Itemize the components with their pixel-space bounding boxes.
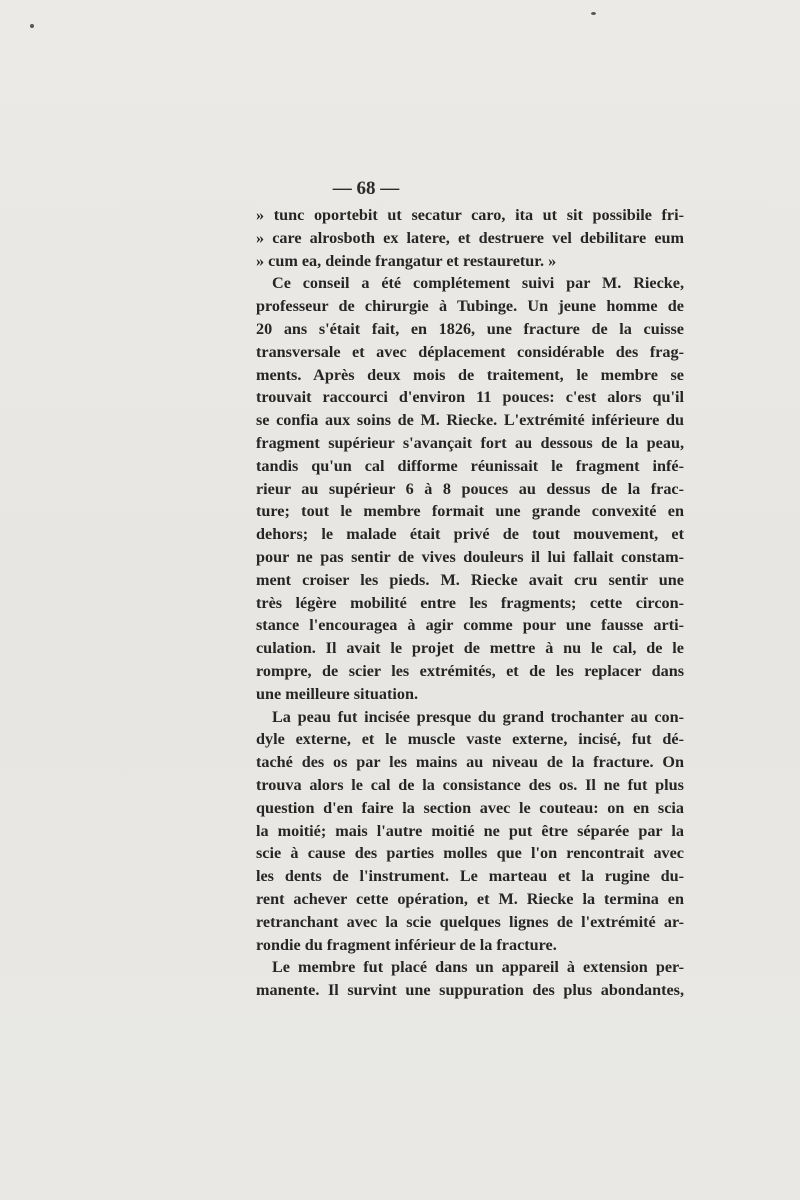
- body-text: [256, 204, 684, 1002]
- text-line: trouvait raccourci d'environ 11 pouces: c'est alors qu'il: [256, 388, 684, 407]
- text-line: question d'en faire la section avec le couteau: on en scia: [256, 798, 684, 817]
- text-line: 20 ans s'était fait, en 1826, une fracture de la cuisse: [256, 319, 684, 338]
- text-line: culation. Il avait le projet de mettre à nu le cal, de le: [256, 639, 684, 658]
- text-line: la moitié; mais l'autre moitié ne put être séparée par la: [256, 821, 684, 840]
- text-line: ments. Après deux mois de traitement, le membre se: [256, 365, 684, 384]
- text-line: Ce conseil a été complétement suivi par M. Riecke,: [272, 274, 684, 293]
- text-line: manente. Il survint une suppuration des plus abondantes,: [256, 981, 684, 1000]
- text-line: transversale et avec déplacement considérable des frag-: [256, 342, 684, 361]
- text-line: La peau fut incisée presque du grand trochanter au con-: [272, 707, 684, 726]
- text-line: pour ne pas sentir de vives douleurs il lui fallait constam-: [256, 547, 684, 566]
- text-line: rent achever cette opération, et M. Riecke la termina en: [256, 889, 684, 908]
- text-line: se confia aux soins de M. Riecke. L'extrémité inférieure du: [256, 411, 684, 430]
- text-line: retranchant avec la scie quelques lignes de l'extrémité ar-: [256, 912, 684, 931]
- text-line: rieur au supérieur 6 à 8 pouces au dessus de la frac-: [256, 479, 684, 498]
- text-line: dyle externe, et le muscle vaste externe, incisé, fut dé-: [256, 730, 684, 749]
- text-line: professeur de chirurgie à Tubinge. Un jeune homme de: [256, 297, 684, 316]
- page-number: — 68 —: [332, 178, 400, 199]
- text-line: les dents de l'instrument. Le marteau et la rugine du-: [256, 867, 684, 886]
- text-line: » tunc oportebit ut secatur caro, ita ut sit possibile fri-: [256, 206, 684, 224]
- text-line: » cum ea, deinde frangatur et restauretur. »: [256, 251, 557, 270]
- text-line: ment croiser les pieds. M. Riecke avait cru sentir une: [256, 570, 684, 589]
- text-line: tandis qu'un cal difforme réunissait le fragment infé-: [256, 456, 684, 475]
- text-line: » care alrosboth ex latere, et destruere vel debilitare eum: [256, 228, 684, 247]
- text-line: rompre, de scier les extrémités, et de les replacer dans: [256, 661, 684, 680]
- text-line: ture; tout le membre formait une grande convexité en: [256, 502, 684, 521]
- ink-speck: [591, 12, 596, 15]
- ink-speck: [30, 24, 34, 28]
- text-line: fragment supérieur s'avançait fort au dessous de la peau,: [256, 433, 684, 452]
- text-line: rondie du fragment inférieur de la fracture.: [256, 935, 557, 954]
- text-line: trouva alors le cal de la consistance des os. Il ne fut plus: [256, 775, 684, 794]
- text-line: très légère mobilité entre les fragments; cette circon-: [256, 593, 684, 612]
- text-line: dehors; le malade était privé de tout mouvement, et: [256, 525, 684, 544]
- text-line: stance l'encouragea à agir comme pour une fausse arti-: [256, 616, 684, 635]
- text-line: une meilleure situation.: [256, 684, 419, 703]
- text-line: scie à cause des parties molles que l'on rencontrait avec: [256, 844, 684, 863]
- text-line: taché des os par les mains au niveau de la fracture. On: [256, 753, 684, 772]
- text-line: Le membre fut placé dans un appareil à extension per-: [272, 958, 684, 977]
